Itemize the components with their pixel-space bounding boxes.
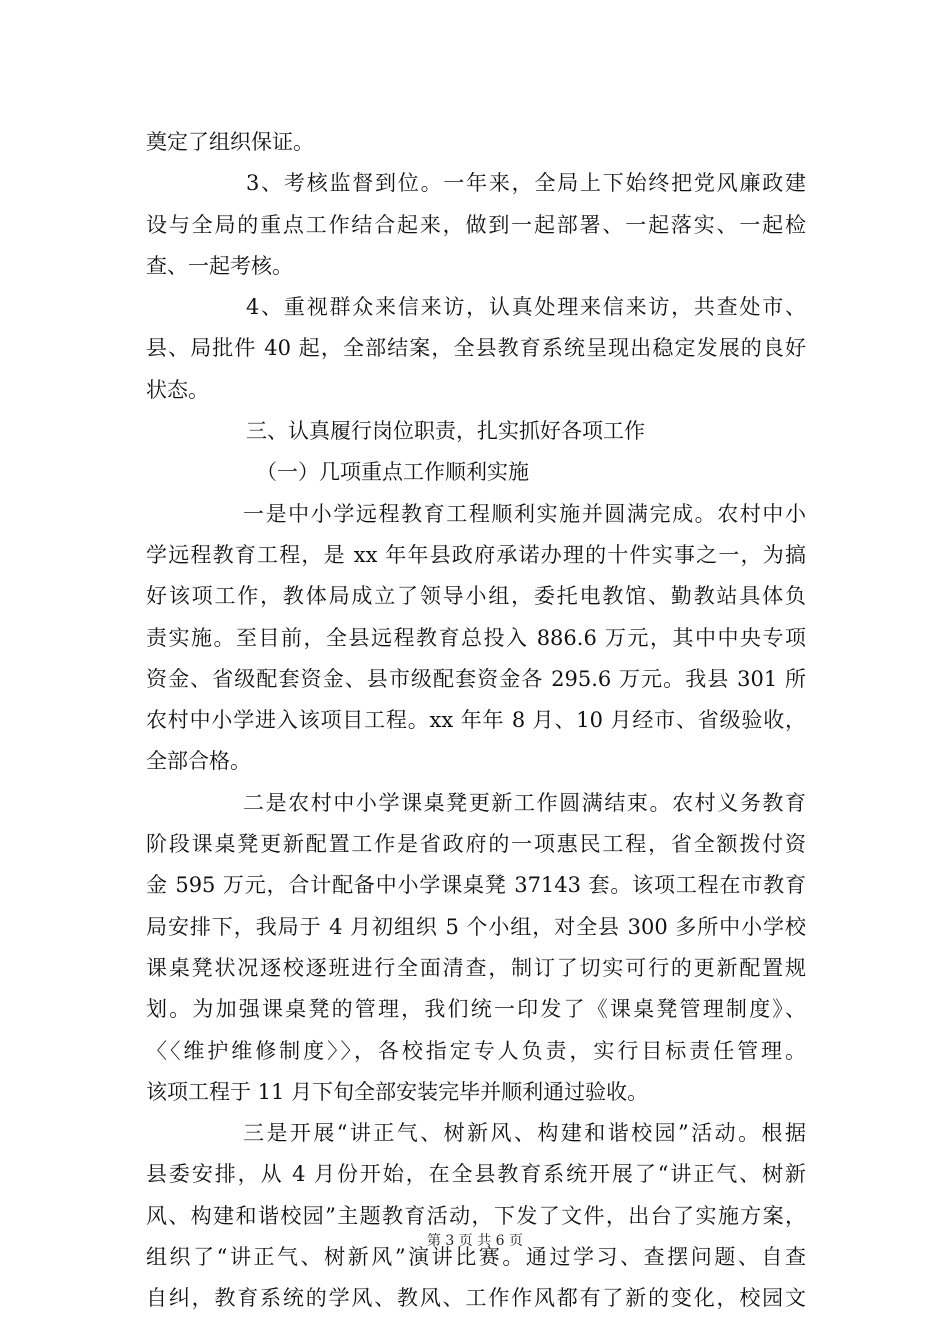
text-line: 农村中小学进入该项目工程。xx 年年 8 月、10 月经市、省级验收， — [146, 708, 806, 733]
text-line: 状态。 — [146, 377, 209, 402]
text-line: 资金、省级配套资金、县市级配套资金各 295.6 万元。我县 301 所 — [146, 666, 806, 691]
text-line: 4、重视群众来信来访，认真处理来信来访，共查处市、 — [246, 295, 806, 320]
text-line: 三是开展“讲正气、树新风、构建和谐校园”活动。根据 — [243, 1121, 806, 1146]
text-line: 组织了“讲正气、树新风”演讲比赛。通过学习、查摆问题、自查 — [146, 1245, 806, 1270]
text-line: 好该项工作，教体局成立了领导小组，委托电教馆、勤教站具体负 — [146, 584, 806, 609]
document-body — [146, 122, 806, 1320]
text-line: 风、构建和谐校园”主题教育活动，下发了文件，出台了实施方案， — [146, 1203, 806, 1228]
text-line: 奠定了组织保证。 — [146, 130, 314, 154]
text-line: 该项工程于 11 月下旬全部安装完毕并顺利通过验收。 — [146, 1079, 649, 1104]
text-line: 县委安排，从 4 月份开始，在全县教育系统开展了“讲正气、树新 — [146, 1162, 806, 1187]
text-line: 县、局批件 40 起，全部结案，全县教育系统呈现出稳定发展的良好 — [146, 336, 806, 361]
text-line: 3、考核监督到位。一年来，全局上下始终把党风廉政建 — [246, 171, 806, 196]
text-line: 〈〈维护维修制度〉〉，各校指定专人负责，实行目标责任管理。 — [146, 1038, 806, 1063]
text-line: 二是农村中小学课桌凳更新工作圆满结束。农村义务教育 — [243, 790, 806, 815]
text-line: 一是中小学远程教育工程顺利实施并圆满完成。农村中小 — [243, 501, 806, 526]
text-line: 课桌凳状况逐校逐班进行全面清查，制订了切实可行的更新配置规 — [146, 955, 806, 980]
text-line: 划。为加强课桌凳的管理，我们统一印发了《课桌凳管理制度》、 — [146, 997, 806, 1022]
text-line: 责实施。至目前，全县远程教育总投入 886.6 万元，其中中央专项 — [146, 625, 806, 650]
text-line: 学远程教育工程，是 xx 年年县政府承诺办理的十件实事之一，为搞 — [146, 542, 806, 567]
subsection-heading: （一）几项重点工作顺利实施 — [256, 460, 529, 485]
text-line: 查、一起考核。 — [146, 253, 293, 278]
text-line: 自纠，教育系统的学风、教风、工作作风都有了新的变化，校园文 — [146, 1286, 806, 1311]
text-line: 设与全局的重点工作结合起来，做到一起部署、一起落实、一起检 — [146, 212, 806, 237]
text-line: 金 595 万元，合计配备中小学课桌凳 37143 套。该项工程在市教育 — [146, 873, 806, 898]
text-line: 阶段课桌凳更新配置工作是省政府的一项惠民工程，省全额拨付资 — [146, 832, 806, 857]
text-line: 全部合格。 — [146, 749, 251, 774]
page-footer: 第 3 页 共 6 页 — [426, 1233, 524, 1249]
section-heading: 三、认真履行岗位职责，扎实抓好各项工作 — [246, 419, 645, 444]
text-line: 局安排下，我局于 4 月初组织 5 个小组，对全县 300 多所中小学校 — [146, 914, 806, 939]
